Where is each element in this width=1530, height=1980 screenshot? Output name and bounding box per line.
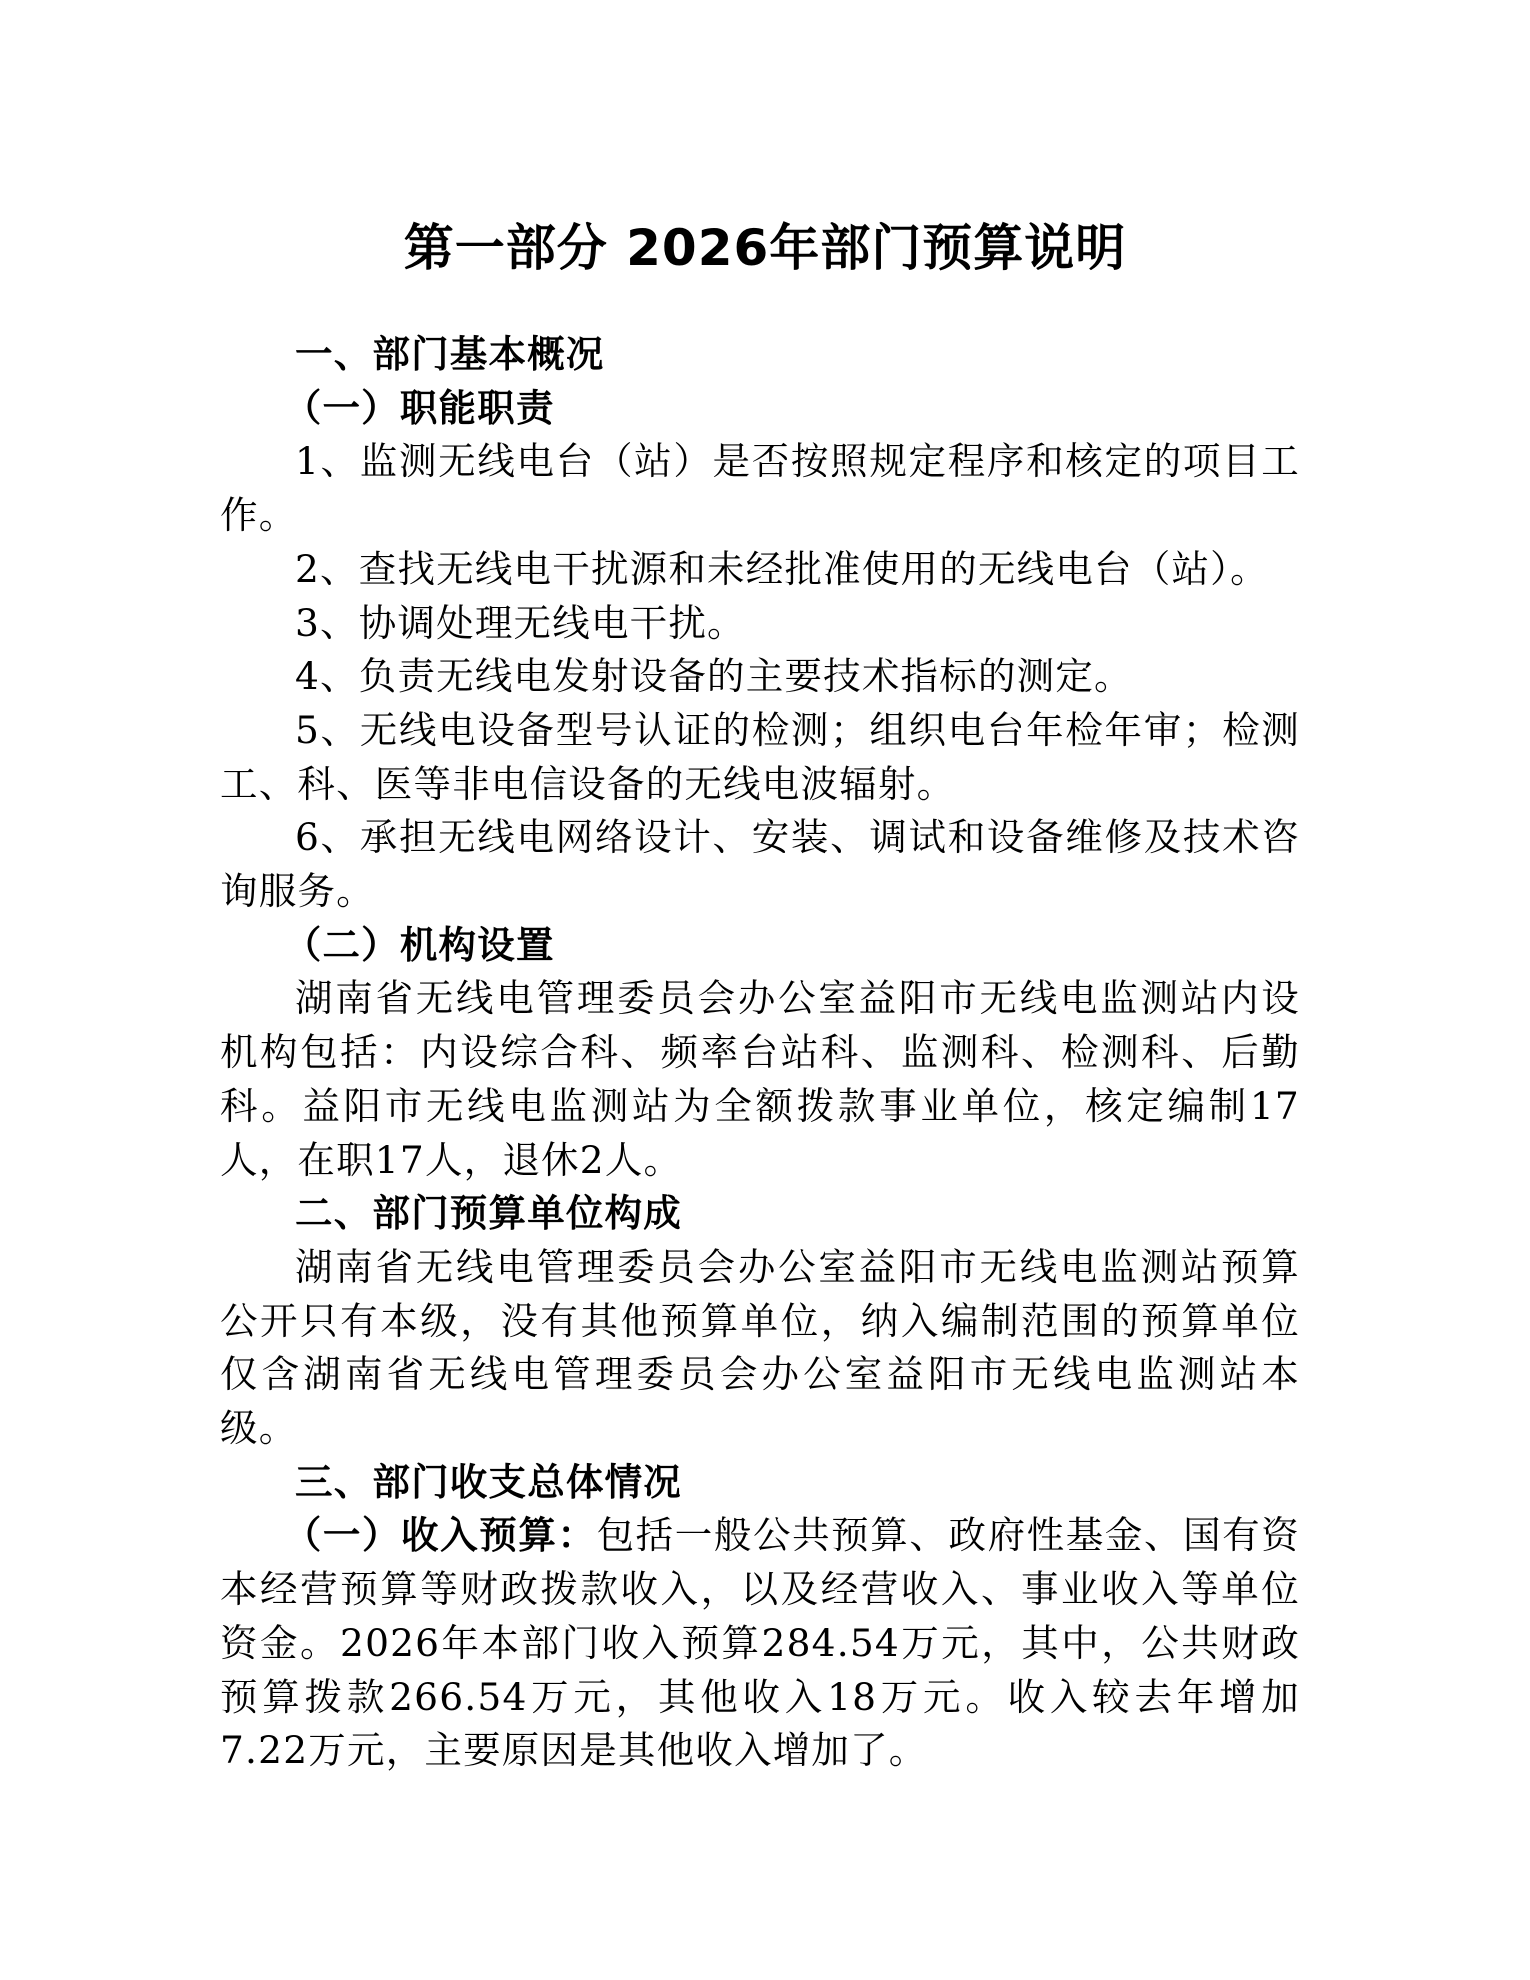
budget-units-paragraph: 湖南省无线电管理委员会办公室益阳市无线电监测站预算公开只有本级，没有其他预算单位，纳入编制范围的预算单位仅含湖南省无线电管理委员会办公室益阳市无线电监测站本级。 (220, 1244, 1300, 1451)
function-item-1: 1、监测无线电台（站）是否按照规定程序和核定的项目工作。 (220, 439, 1300, 538)
section-heading-budget-units: 二、部门预算单位构成 (295, 1191, 682, 1236)
function-item-4: 4、负责无线电发射设备的主要技术指标的测定。 (295, 654, 1133, 699)
organization-paragraph: 湖南省无线电管理委员会办公室益阳市无线电监测站内设机构包括：内设综合科、频率台站科、监测科、检测科、后勤科。益阳市无线电监测站为全额拨款事业单位，核定编制17人，在职17人，退休2人。 (220, 976, 1300, 1182)
income-budget-text: 包括一般公共预算、政府性基金、国有资本经营预算等财政拨款收入，以及经营收入、事业收入等单位资金。2026年本部门收入预算284.54万元，其中，公共财政预算拨款266.54万元，其他收入18万元。收入较去年增加7.22万元，主要原因是其他收入增加了。 (220, 1513, 1300, 1773)
function-item-5: 5、无线电设备型号认证的检测；组织电台年检年审；检测工、科、医等非电信设备的无线电波辐射。 (220, 707, 1300, 806)
subsection-heading-functions: （一）职能职责 (283, 385, 555, 430)
function-item-6: 6、承担无线电网络设计、安装、调试和设备维修及技术咨询服务。 (220, 815, 1300, 914)
page-title: 第一部分 2026年部门预算说明 (403, 219, 1127, 277)
section-heading-income-expense: 三、部门收支总体情况 (295, 1459, 682, 1504)
income-budget-paragraph (220, 1509, 1300, 1778)
income-budget-label: （一）收入预算： (283, 1513, 597, 1558)
function-item-3: 3、协调处理无线电干扰。 (295, 600, 746, 645)
function-item-2: 2、查找无线电干扰源和未经批准使用的无线电台（站）。 (295, 546, 1269, 591)
subsection-heading-organization: （二）机构设置 (283, 922, 555, 967)
section-heading-basic-overview: 一、部门基本概况 (295, 332, 605, 376)
document-body (220, 328, 1300, 1778)
